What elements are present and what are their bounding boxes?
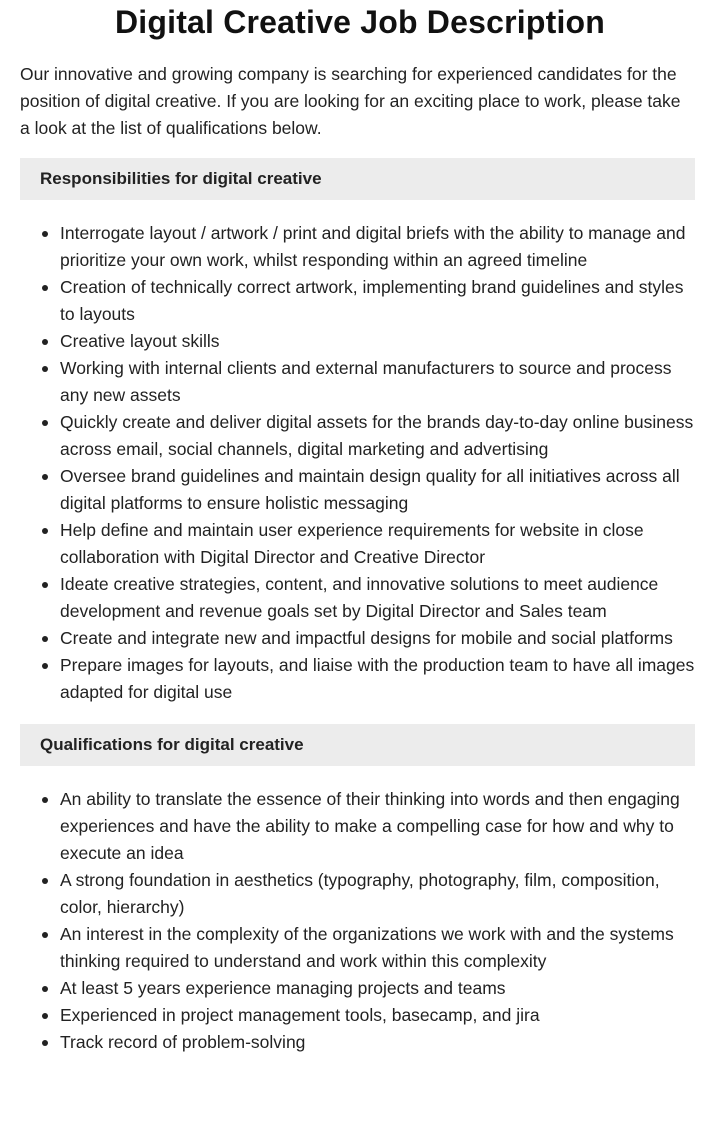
- qualifications-heading: Qualifications for digital creative: [20, 724, 695, 766]
- qualification-item: Track record of problem-solving: [60, 1029, 695, 1056]
- responsibility-item: Working with internal clients and external manufacturers to source and process any new assets: [60, 355, 695, 409]
- responsibility-item: Ideate creative strategies, content, and innovative solutions to meet audience development and revenue goals set by Digital Director and Sales team: [60, 571, 695, 625]
- responsibility-item: Create and integrate new and impactful designs for mobile and social platforms: [60, 625, 695, 652]
- qualification-item: An interest in the complexity of the organizations we work with and the systems thinking required to understand and work within this complexity: [60, 921, 695, 975]
- responsibility-item: Help define and maintain user experience requirements for website in close collaboration with Digital Director and Creative Director: [60, 517, 695, 571]
- responsibility-item: Creative layout skills: [60, 328, 695, 355]
- intro-paragraph: Our innovative and growing company is searching for experienced candidates for the position of digital creative. If you are looking for an exciting place to work, please take a look at the list of qualifications below.: [20, 64, 681, 138]
- qualification-item: A strong foundation in aesthetics (typography, photography, film, composition, color, hierarchy): [60, 867, 695, 921]
- qualifications-list: [20, 786, 695, 1056]
- responsibility-item: Oversee brand guidelines and maintain design quality for all initiatives across all digital platforms to ensure holistic messaging: [60, 463, 695, 517]
- qualification-item: At least 5 years experience managing projects and teams: [60, 975, 695, 1002]
- qualification-item: An ability to translate the essence of their thinking into words and then engaging experiences and have the ability to make a compelling case for how and why to execute an idea: [60, 786, 695, 867]
- responsibilities-heading: Responsibilities for digital creative: [20, 158, 695, 200]
- page-title: Digital Creative Job Description: [114, 4, 606, 40]
- qualification-item: Experienced in project management tools, basecamp, and jira: [60, 1002, 695, 1029]
- responsibility-item: Quickly create and deliver digital assets for the brands day-to-day online business across email, social channels, digital marketing and advertising: [60, 409, 695, 463]
- responsibility-item: Interrogate layout / artwork / print and digital briefs with the ability to manage and prioritize your own work, whilst responding within an agreed timeline: [60, 220, 695, 274]
- responsibilities-list: [20, 220, 695, 706]
- responsibility-item: Prepare images for layouts, and liaise with the production team to have all images adapted for digital use: [60, 652, 695, 706]
- responsibility-item: Creation of technically correct artwork, implementing brand guidelines and styles to layouts: [60, 274, 695, 328]
